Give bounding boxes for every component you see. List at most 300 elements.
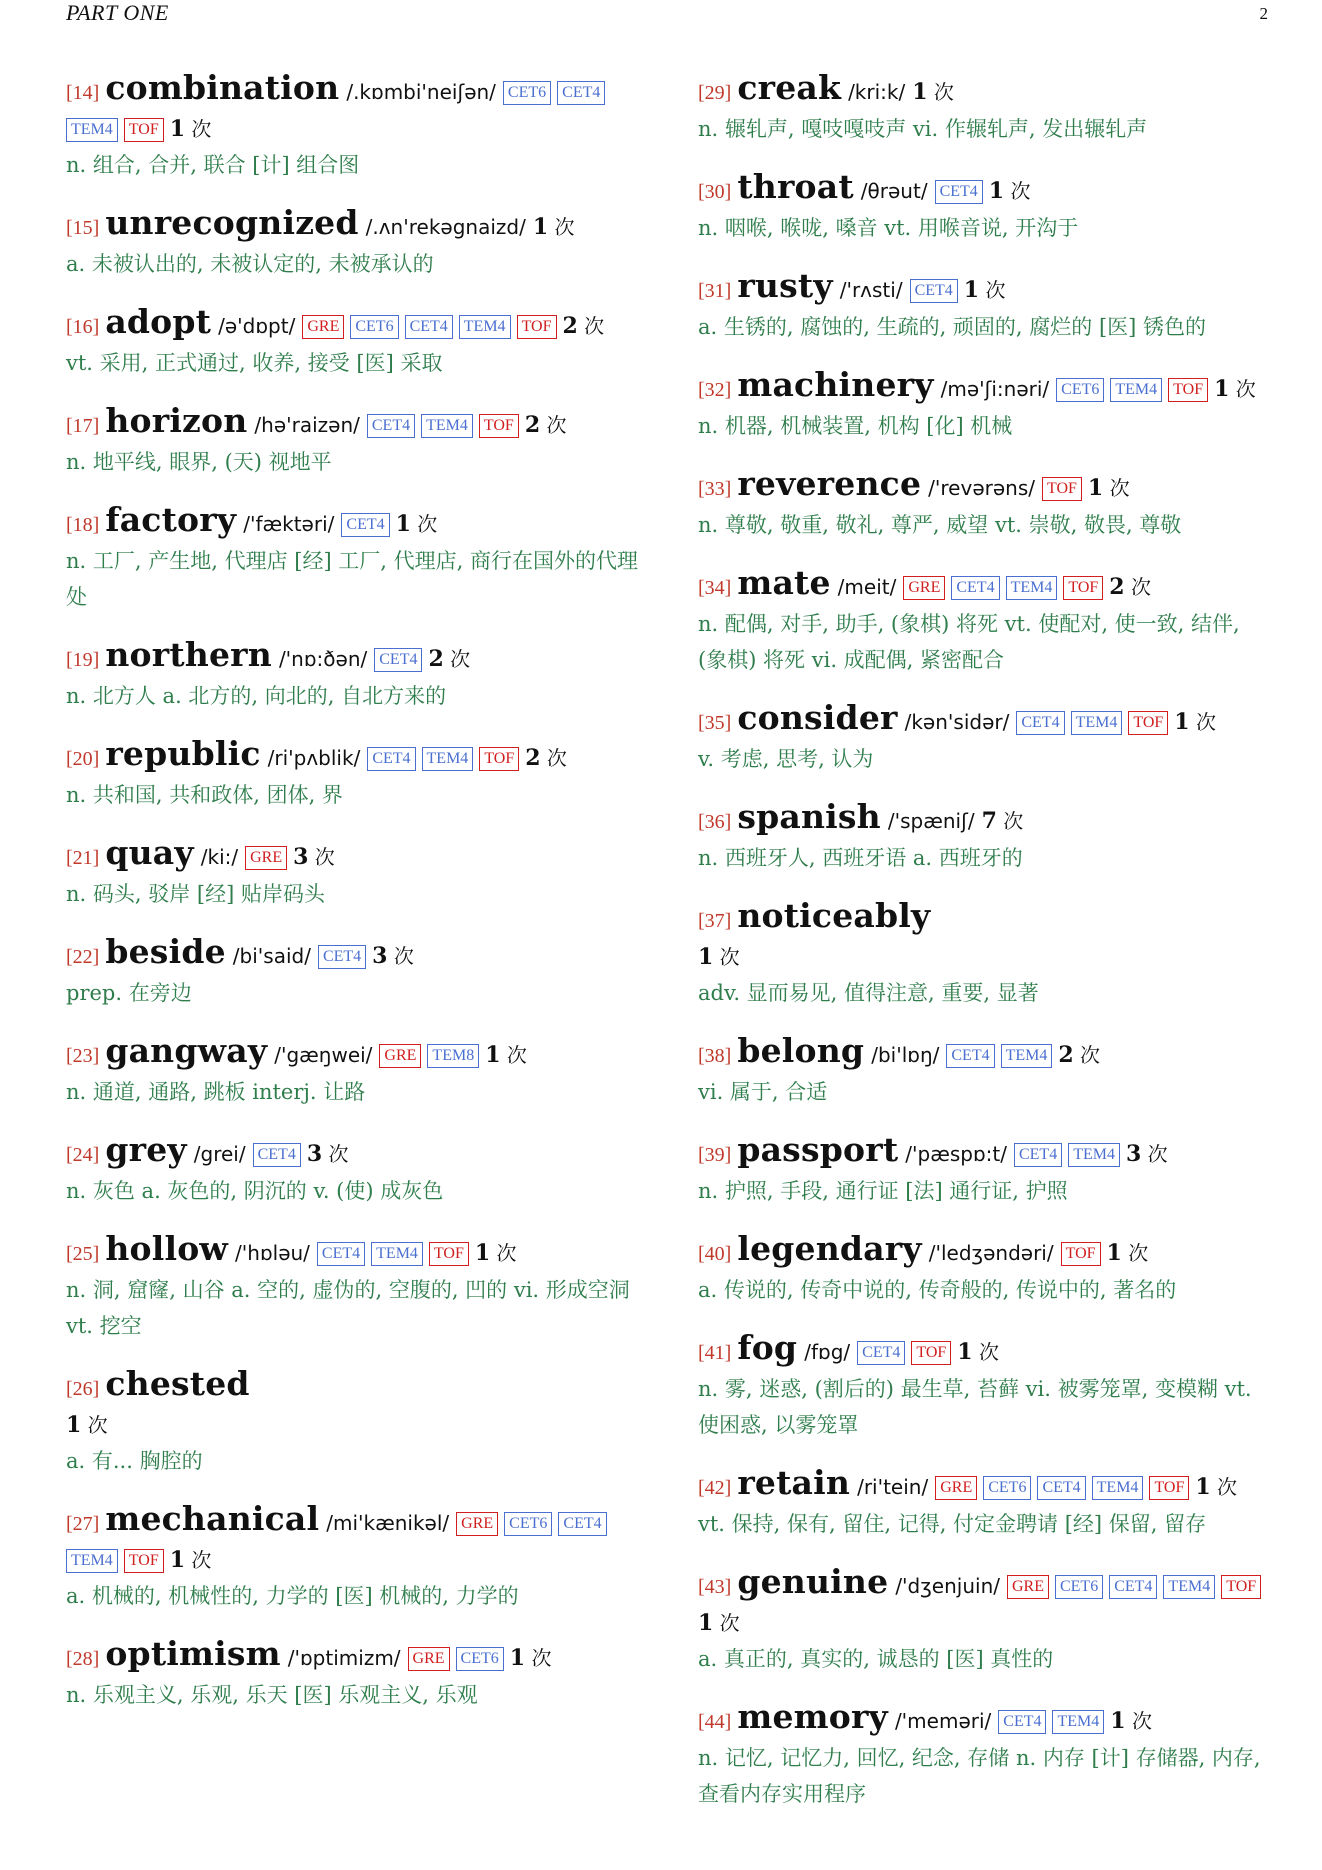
definition: n. 通道, 通路, 跳板 interj. 让路 — [66, 1080, 366, 1104]
exam-tag: TEM4 — [66, 118, 118, 142]
vocab-entry — [66, 403, 638, 480]
definition: n. 地平线, 眼界, (天) 视地平 — [66, 450, 332, 474]
definition: n. 辗轧声, 嘎吱嘎吱声 vi. 作辗轧声, 发出辗轧声 — [698, 117, 1148, 141]
exam-tag: TEM8 — [427, 1044, 479, 1068]
occurrence-count — [912, 80, 954, 104]
vocab-entry — [66, 502, 638, 615]
definition: n. 记忆, 记忆力, 回忆, 纪念, 存储 n. 内存 [计] 存储器, 内存, 查看内存实用程序 — [698, 1746, 1261, 1806]
definition: n. 共和国, 共和政体, 团体, 界 — [66, 783, 343, 807]
occurrence-count — [485, 1043, 527, 1067]
exam-tag: TEM4 — [421, 414, 473, 438]
count-unit: 次 — [1235, 377, 1256, 401]
exam-tag: TOF — [429, 1242, 469, 1266]
occurrence-count — [563, 314, 605, 338]
occurrence-count — [989, 179, 1031, 203]
count-number: 7 — [981, 808, 997, 834]
exam-tag: GRE — [379, 1044, 421, 1068]
definition: n. 咽喉, 喉咙, 嗓音 vt. 用喉音说, 开沟于 — [698, 216, 1079, 240]
exam-tag: CET6 — [1056, 378, 1104, 402]
definition: n. 码头, 驳岸 [经] 贴岸码头 — [66, 882, 325, 906]
vocab-entry — [698, 1699, 1270, 1812]
exam-tag: CET6 — [503, 81, 551, 105]
count-number: 1 — [532, 214, 549, 240]
entry-headline — [66, 1636, 638, 1677]
entry-headline — [66, 70, 638, 147]
exam-tag: TOF — [1149, 1476, 1189, 1500]
phonetic: /.ʌn'rekəgnaizd/ — [365, 215, 526, 239]
count-unit: 次 — [584, 314, 605, 338]
exam-tag: CET4 — [1016, 711, 1064, 735]
phonetic: /'hɒləu/ — [235, 1241, 310, 1265]
definition: a. 有... 胸腔的 — [66, 1449, 203, 1473]
count-number: 1 — [1195, 1474, 1211, 1500]
phonetic: /fɒg/ — [804, 1340, 851, 1364]
occurrence-count — [1088, 476, 1130, 500]
entry-headline — [66, 403, 638, 444]
exam-tag: TOF — [479, 414, 519, 438]
count-number: 2 — [1109, 574, 1125, 600]
phonetic: /ki:/ — [200, 845, 239, 869]
vocab-entry — [698, 565, 1270, 678]
count-unit: 次 — [933, 80, 954, 104]
count-unit: 次 — [554, 215, 575, 239]
entry-headline — [66, 304, 638, 345]
count-unit: 次 — [1128, 1241, 1149, 1265]
definition: n. 洞, 窟窿, 山谷 a. 空的, 虚伪的, 空腹的, 凹的 vi. 形成空洞 vt. 挖空 — [66, 1278, 630, 1338]
headword: horizon — [105, 401, 248, 440]
occurrence-count — [170, 117, 212, 141]
count-unit: 次 — [1003, 809, 1024, 833]
phonetic: /'dʒenjuin/ — [895, 1574, 1000, 1598]
exam-tag: TEM4 — [1052, 1710, 1104, 1734]
count-unit: 次 — [1195, 710, 1216, 734]
vocab-entry — [698, 169, 1270, 246]
exam-tag: CET4 — [951, 576, 999, 600]
entry-index: [29] — [698, 82, 732, 104]
count-unit: 次 — [87, 1413, 108, 1437]
occurrence-count — [698, 1611, 740, 1635]
count-unit: 次 — [531, 1646, 552, 1670]
phonetic: /.kɒmbi'neiʃən/ — [346, 80, 496, 104]
exam-tag: CET4 — [998, 1710, 1046, 1734]
definition: n. 配偶, 对手, 助手, (象棋) 将死 vt. 使配对, 使一致, 结伴, (象棋) 将死 vi. 成配偶, 紧密配合 — [698, 612, 1240, 672]
entry-index: [34] — [698, 577, 732, 599]
exam-tag: CET4 — [857, 1341, 905, 1365]
phonetic: /'rʌsti/ — [839, 278, 903, 302]
vocab-entry — [698, 1564, 1270, 1677]
exam-tag: CET4 — [557, 81, 605, 105]
definition: n. 雾, 迷惑, (割后的) 最生草, 苔藓 vi. 被雾笼罩, 变模糊 vt. 使困惑, 以雾笼罩 — [698, 1377, 1252, 1437]
count-number: 1 — [66, 1412, 82, 1438]
headword: rusty — [737, 266, 833, 305]
entry-index: [44] — [698, 1711, 732, 1733]
definition: n. 机器, 机械装置, 机构 [化] 机械 — [698, 414, 1013, 438]
headword: fog — [737, 1328, 798, 1367]
exam-tag: TOF — [1128, 711, 1168, 735]
vocab-entry — [698, 1132, 1270, 1209]
occurrence-count — [1174, 710, 1216, 734]
entry-index: [20] — [66, 748, 100, 770]
exam-tag: TEM4 — [1110, 378, 1162, 402]
exam-tag: TEM4 — [371, 1242, 423, 1266]
vocab-entry — [698, 898, 1270, 1011]
count-number: 1 — [1087, 475, 1104, 501]
headword: legendary — [737, 1229, 922, 1268]
definition: n. 北方人 a. 北方的, 向北的, 自北方来的 — [66, 684, 447, 708]
occurrence-count — [170, 1548, 212, 1572]
phonetic: /'ɒptimizm/ — [287, 1646, 401, 1670]
count-unit: 次 — [191, 117, 212, 141]
count-number: 1 — [1106, 1240, 1122, 1266]
vocab-entry — [66, 736, 638, 813]
count-number: 3 — [1125, 1141, 1142, 1167]
occurrence-count — [533, 215, 575, 239]
exam-tag: CET4 — [558, 1512, 606, 1536]
exam-tag: TEM4 — [1092, 1476, 1144, 1500]
phonetic: /mə'ʃi:nəri/ — [940, 377, 1050, 401]
count-number: 1 — [474, 1240, 491, 1266]
headword: retain — [737, 1463, 851, 1502]
vocab-entry — [66, 637, 638, 714]
entry-headline — [698, 1465, 1270, 1506]
exam-tag: CET6 — [1055, 1575, 1103, 1599]
exam-tag: CET6 — [983, 1476, 1031, 1500]
vocab-entry — [698, 1033, 1270, 1110]
entry-headline — [698, 1699, 1270, 1740]
exam-tag: CET4 — [1109, 1575, 1157, 1599]
entry-headline — [66, 1231, 638, 1272]
exam-tag: GRE — [935, 1476, 977, 1500]
vocab-entry — [66, 1033, 638, 1110]
headword: factory — [105, 500, 237, 539]
vocab-entry — [66, 304, 638, 381]
count-unit: 次 — [719, 945, 740, 969]
occurrence-count — [525, 413, 567, 437]
count-number: 1 — [988, 178, 1005, 204]
exam-tag: TEM4 — [1163, 1575, 1215, 1599]
headword: beside — [105, 932, 226, 971]
exam-tag: GRE — [408, 1647, 450, 1671]
phonetic: /mi'kænikəl/ — [326, 1511, 450, 1535]
exam-tag: TEM4 — [459, 315, 511, 339]
definition: n. 护照, 手段, 通行证 [法] 通行证, 护照 — [698, 1179, 1068, 1203]
count-number: 3 — [372, 943, 388, 969]
entry-headline — [66, 1132, 638, 1173]
count-unit: 次 — [496, 1241, 517, 1265]
entry-index: [21] — [66, 847, 100, 869]
count-unit: 次 — [1109, 476, 1130, 500]
count-number: 1 — [1174, 709, 1190, 735]
entry-index: [42] — [698, 1477, 732, 1499]
entry-index: [38] — [698, 1045, 732, 1067]
headword: spanish — [737, 797, 881, 836]
count-unit: 次 — [1130, 575, 1151, 599]
count-unit: 次 — [546, 746, 567, 770]
vocab-entry — [698, 466, 1270, 543]
entry-index: [26] — [66, 1378, 100, 1400]
entry-index: [43] — [698, 1576, 732, 1598]
phonetic: /grei/ — [193, 1142, 246, 1166]
right-column — [698, 70, 1270, 1834]
phonetic: /'nɒ:ðən/ — [278, 647, 368, 671]
count-number: 1 — [509, 1645, 526, 1671]
entry-headline — [698, 1564, 1270, 1641]
count-number: 2 — [525, 745, 541, 771]
occurrence-count — [964, 278, 1006, 302]
exam-tag: CET4 — [367, 747, 415, 771]
headword: quay — [105, 833, 194, 872]
exam-tag: TEM4 — [1006, 576, 1058, 600]
entry-index: [40] — [698, 1243, 732, 1265]
headword: reverence — [737, 464, 922, 503]
headword: grey — [105, 1130, 187, 1169]
headword: gangway — [105, 1031, 268, 1070]
entry-index: [32] — [698, 379, 732, 401]
headword: memory — [737, 1697, 888, 1736]
exam-tag: CET4 — [946, 1044, 994, 1068]
exam-tag: TOF — [911, 1341, 951, 1365]
vocab-entry — [698, 1465, 1270, 1542]
entry-index: [19] — [66, 649, 100, 671]
count-number: 2 — [428, 646, 444, 672]
entry-index: [41] — [698, 1342, 732, 1364]
count-unit: 次 — [1010, 179, 1031, 203]
exam-tag: TOF — [124, 1549, 164, 1573]
exam-tag: GRE — [302, 315, 344, 339]
count-number: 1 — [1110, 1708, 1126, 1734]
definition: adv. 显而易见, 值得注意, 重要, 显著 — [698, 981, 1039, 1005]
exam-tag: TEM4 — [1068, 1143, 1120, 1167]
count-number: 2 — [1058, 1042, 1074, 1068]
entry-headline — [698, 70, 1270, 111]
count-number: 1 — [957, 1339, 973, 1365]
entry-headline — [698, 1033, 1270, 1074]
occurrence-count — [428, 647, 470, 671]
entry-headline — [698, 700, 1270, 741]
occurrence-count — [1110, 1709, 1152, 1733]
phonetic: /'gæŋwei/ — [274, 1043, 373, 1067]
definition: prep. 在旁边 — [66, 981, 192, 1005]
definition: n. 西班牙人, 西班牙语 a. 西班牙的 — [698, 846, 1023, 870]
definition: n. 灰色 a. 灰色的, 阴沉的 v. (使) 成灰色 — [66, 1179, 444, 1203]
occurrence-count — [982, 809, 1024, 833]
exam-tag: CET4 — [317, 1242, 365, 1266]
headword: belong — [737, 1031, 865, 1070]
entry-index: [22] — [66, 946, 100, 968]
phonetic: /'fæktəri/ — [243, 512, 335, 536]
occurrence-count — [957, 1340, 999, 1364]
exam-tag: CET4 — [367, 414, 415, 438]
count-number: 1 — [169, 116, 186, 142]
vocab-entry — [66, 1231, 638, 1344]
count-number: 2 — [524, 412, 541, 438]
vocab-entry — [698, 268, 1270, 345]
entry-headline — [66, 835, 638, 876]
definition: a. 生锈的, 腐蚀的, 生疏的, 顽固的, 腐烂的 [医] 锈色的 — [698, 315, 1207, 339]
exam-tag: CET4 — [341, 513, 389, 537]
vocab-entry — [66, 70, 638, 183]
entry-headline — [698, 1132, 1270, 1173]
exam-tag: TEM4 — [422, 747, 474, 771]
definition: n. 乐观主义, 乐观, 乐天 [医] 乐观主义, 乐观 — [66, 1683, 478, 1707]
count-unit: 次 — [328, 1142, 349, 1166]
entry-index: [27] — [66, 1513, 100, 1535]
phonetic: /'meməri/ — [894, 1709, 992, 1733]
definition: vt. 采用, 正式通过, 收养, 接受 [医] 采取 — [66, 351, 443, 375]
occurrence-count — [293, 845, 335, 869]
definition: a. 传说的, 传奇中说的, 传奇般的, 传说中的, 著名的 — [698, 1278, 1177, 1302]
exam-tag: CET6 — [504, 1512, 552, 1536]
headword: chested — [105, 1364, 250, 1403]
entry-headline — [66, 934, 638, 975]
count-unit: 次 — [978, 1340, 999, 1364]
count-unit: 次 — [1217, 1475, 1238, 1499]
exam-tag: TOF — [1061, 1242, 1101, 1266]
entry-index: [30] — [698, 181, 732, 203]
entry-index: [17] — [66, 415, 100, 437]
phonetic: /bi'lɒŋ/ — [871, 1043, 940, 1067]
count-unit: 次 — [506, 1043, 527, 1067]
phonetic: /'ledʒəndəri/ — [928, 1241, 1054, 1265]
exam-tag: TEM4 — [1071, 711, 1123, 735]
vocab-entry — [698, 1231, 1270, 1308]
exam-tag: TOF — [517, 315, 557, 339]
count-unit: 次 — [191, 1548, 212, 1572]
count-unit: 次 — [1080, 1043, 1101, 1067]
exam-tag: CET6 — [350, 315, 398, 339]
definition: a. 机械的, 机械性的, 力学的 [医] 机械的, 力学的 — [66, 1584, 519, 1608]
exam-tag: GRE — [1007, 1575, 1049, 1599]
occurrence-count — [1058, 1043, 1100, 1067]
vocab-entry — [698, 367, 1270, 444]
entry-index: [18] — [66, 514, 100, 536]
headword: noticeably — [737, 896, 931, 935]
entry-index: [14] — [66, 82, 100, 104]
exam-tag: TEM4 — [66, 1549, 118, 1573]
entry-headline — [66, 1501, 638, 1578]
entry-index: [24] — [66, 1144, 100, 1166]
entry-headline — [698, 1330, 1270, 1371]
count-number: 1 — [169, 1547, 186, 1573]
phonetic: /ri'pʌblik/ — [267, 746, 361, 770]
count-number: 1 — [912, 79, 928, 105]
entry-index: [23] — [66, 1045, 100, 1067]
count-unit: 次 — [719, 1611, 740, 1635]
entry-index: [31] — [698, 280, 732, 302]
definition: a. 未被认出的, 未被认定的, 未被承认的 — [66, 252, 434, 276]
entry-index: [37] — [698, 910, 732, 932]
headword: optimism — [105, 1634, 281, 1673]
entry-headline — [698, 367, 1270, 408]
exam-tag: CET4 — [374, 648, 422, 672]
phonetic: /meit/ — [837, 575, 897, 599]
count-unit: 次 — [314, 845, 335, 869]
count-number: 1 — [485, 1042, 501, 1068]
exam-tag: TOF — [1063, 576, 1103, 600]
count-unit: 次 — [450, 647, 471, 671]
entry-index: [39] — [698, 1144, 732, 1166]
entry-headline — [66, 205, 638, 246]
vocab-entry — [66, 1366, 638, 1479]
exam-tag: CET4 — [318, 945, 366, 969]
exam-tag: CET4 — [1014, 1143, 1062, 1167]
count-unit: 次 — [417, 512, 438, 536]
entry-headline — [698, 565, 1270, 606]
headword: creak — [737, 68, 842, 107]
count-number: 1 — [395, 511, 411, 537]
exam-tag: CET6 — [456, 1647, 504, 1671]
definition: n. 组合, 合并, 联合 [计] 组合图 — [66, 153, 360, 177]
vocab-entry — [698, 1330, 1270, 1443]
occurrence-count — [698, 945, 740, 969]
vocab-entry — [66, 1132, 638, 1209]
count-unit: 次 — [985, 278, 1006, 302]
phonetic: /hə'raizən/ — [254, 413, 360, 437]
definition: v. 考虑, 思考, 认为 — [698, 747, 874, 771]
exam-tag: GRE — [903, 576, 945, 600]
headword: adopt — [105, 302, 212, 341]
entry-index: [25] — [66, 1243, 100, 1265]
definition: vt. 保持, 保有, 留住, 记得, 付定金聘请 [经] 保留, 留存 — [698, 1512, 1207, 1536]
entry-headline — [698, 898, 1270, 975]
entry-index: [16] — [66, 316, 100, 338]
entry-headline — [66, 502, 638, 543]
count-number: 2 — [562, 313, 578, 339]
count-number: 3 — [293, 844, 309, 870]
exam-tag: TOF — [1168, 378, 1208, 402]
exam-tag: CET4 — [405, 315, 453, 339]
headword: republic — [105, 734, 261, 773]
phonetic: /bi'said/ — [232, 944, 311, 968]
definition: n. 尊敬, 敬重, 敬礼, 尊严, 威望 vt. 崇敬, 敬畏, 尊敬 — [698, 513, 1182, 537]
exam-tag: TOF — [1042, 477, 1082, 501]
headword: unrecognized — [105, 203, 359, 242]
exam-tag: GRE — [245, 846, 287, 870]
phonetic: /kri:k/ — [848, 80, 906, 104]
entry-headline — [66, 736, 638, 777]
headword: machinery — [737, 365, 934, 404]
headword: genuine — [737, 1562, 889, 1601]
page-header — [66, 0, 1266, 30]
count-unit: 次 — [1131, 1709, 1152, 1733]
count-unit: 次 — [393, 944, 414, 968]
left-column — [66, 70, 638, 1735]
entry-index: [36] — [698, 811, 732, 833]
entry-headline — [66, 1366, 638, 1443]
vocab-entry — [698, 700, 1270, 777]
occurrence-count — [396, 512, 438, 536]
occurrence-count — [1126, 1142, 1168, 1166]
occurrence-count — [525, 746, 567, 770]
definition: n. 工厂, 产生地, 代理店 [经] 工厂, 代理店, 商行在国外的代理处 — [66, 549, 639, 609]
headword: mate — [737, 563, 831, 602]
phonetic: /'pæspɒ:t/ — [905, 1142, 1007, 1166]
exam-tag: GRE — [456, 1512, 498, 1536]
vocab-entry — [698, 799, 1270, 876]
occurrence-count — [372, 944, 414, 968]
exam-tag: CET4 — [1037, 1476, 1085, 1500]
exam-tag: CET4 — [253, 1143, 301, 1167]
count-unit: 次 — [546, 413, 567, 437]
phonetic: /θrəut/ — [860, 179, 928, 203]
occurrence-count — [66, 1413, 108, 1437]
phonetic: /kən'sidər/ — [904, 710, 1010, 734]
headword: passport — [737, 1130, 899, 1169]
definition: a. 真正的, 真实的, 诚恳的 [医] 真性的 — [698, 1647, 1054, 1671]
vocab-entry — [66, 835, 638, 912]
entry-index: [35] — [698, 712, 732, 734]
exam-tag: TEM4 — [1001, 1044, 1053, 1068]
